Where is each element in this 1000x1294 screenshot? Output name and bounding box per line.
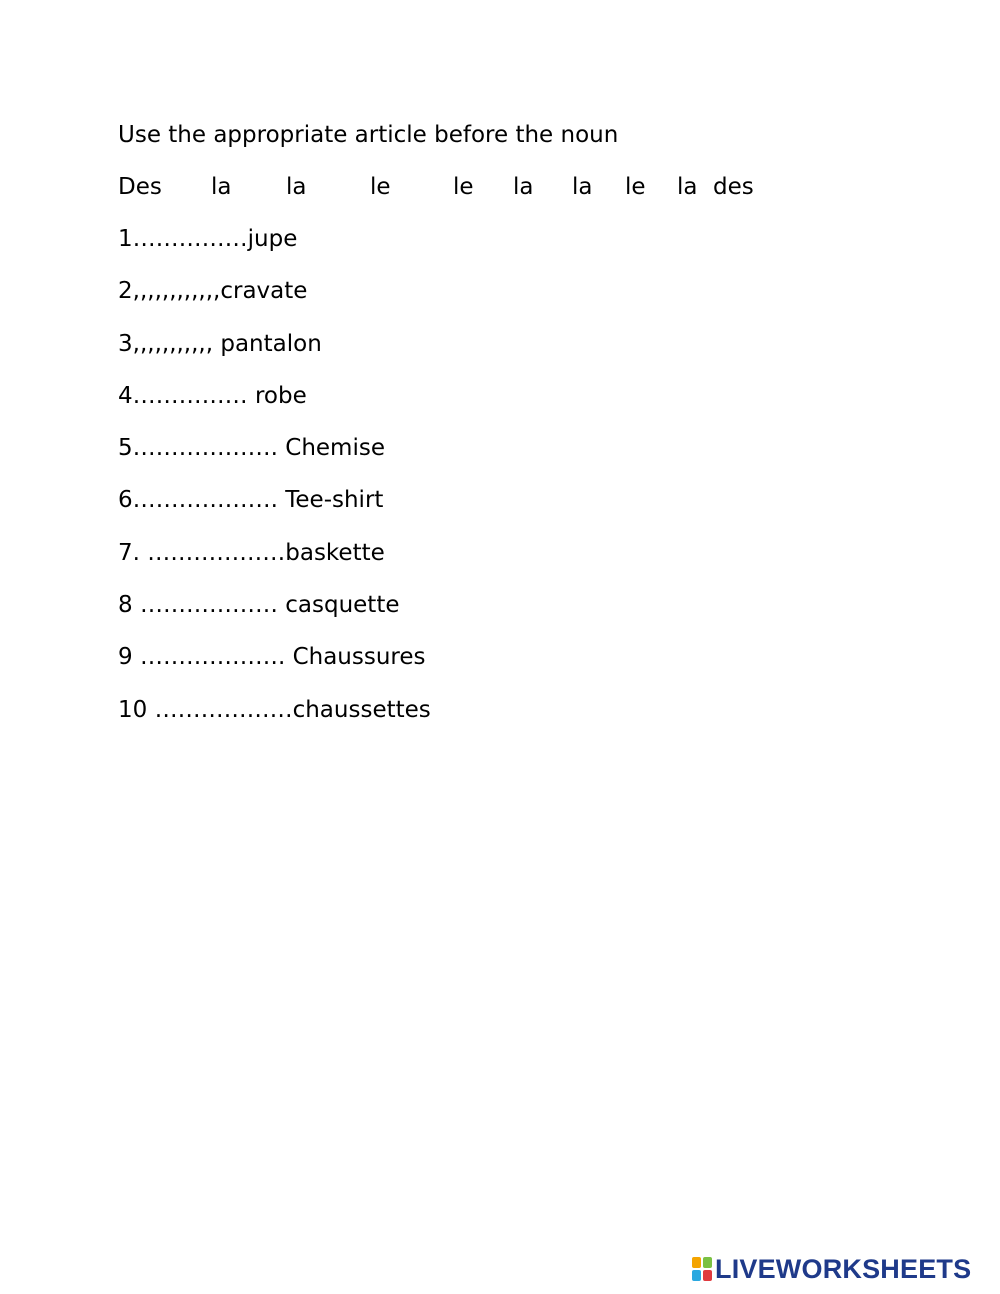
exercise-item-1: 1……………jupe: [118, 226, 298, 252]
exercise-item-6: 6………………. Tee-shirt: [118, 487, 384, 514]
word-bank: [118, 172, 878, 202]
liveworksheets-logo-text: LIVEWORKSHEETS: [715, 1253, 972, 1284]
exercise-item-2: 2,,,,,,,,,,,,cravate: [118, 278, 308, 305]
exercise-item-7: 7. ………………baskette: [118, 539, 385, 566]
instruction-text: Use the appropriate article before the noun: [118, 122, 619, 148]
worksheet: [118, 120, 878, 747]
liveworksheets-logo-icon: [692, 1257, 712, 1281]
exercise-item-3: 3,,,,,,,,,,, pantalon: [118, 330, 322, 357]
word-bank-item: Des: [118, 174, 162, 200]
exercise-item-5: 5………………. Chemise: [118, 435, 385, 462]
liveworksheets-logo[interactable]: [692, 1254, 971, 1284]
word-bank-item: la: [286, 174, 307, 200]
logo-icon-cell: [703, 1257, 712, 1268]
word-bank-item: le: [370, 174, 391, 200]
exercise-item-9: 9 ………………. Chaussures: [118, 644, 426, 671]
word-bank-item: le: [625, 174, 646, 200]
word-bank-item: la: [572, 174, 593, 200]
word-bank-item: la: [211, 174, 232, 200]
exercise-item-4: 4…………… robe: [118, 382, 307, 409]
word-bank-item: le: [453, 174, 474, 200]
word-bank-item: la: [677, 174, 698, 200]
word-bank-item: des: [713, 174, 754, 200]
word-bank-item: la: [513, 174, 534, 200]
logo-icon-cell: [703, 1270, 712, 1281]
logo-icon-cell: [692, 1270, 701, 1281]
logo-icon-cell: [692, 1257, 701, 1268]
exercise-item-10: 10 ………………chaussettes: [118, 696, 431, 723]
exercise-item-8: 8 ……………… casquette: [118, 592, 400, 619]
exercise-list: [118, 224, 878, 725]
